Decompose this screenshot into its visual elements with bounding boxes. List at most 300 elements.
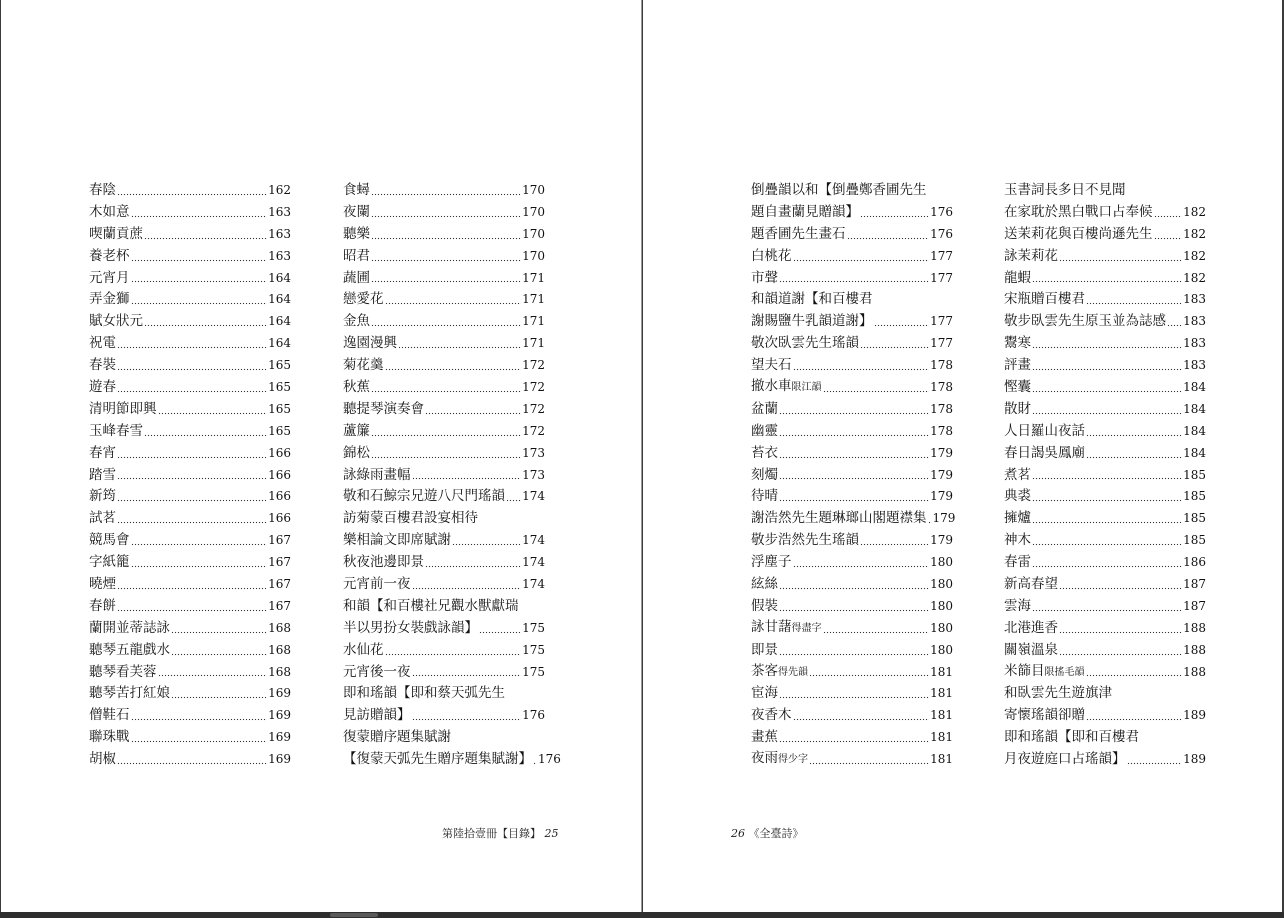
toc-entry-title: 關嶺溫泉 [1004,641,1058,658]
toc-entry-title: 詠茉莉花 [1004,247,1058,264]
dot-leader [412,582,522,590]
toc-entry[interactable] [751,465,953,487]
toc-entry[interactable] [1004,224,1206,246]
dot-leader [144,232,267,240]
dot-leader [412,669,522,677]
toc-entry[interactable] [1004,705,1206,727]
dot-leader [425,560,521,568]
page-number: 25 [544,827,559,840]
toc-entry-title: 待晴 [751,488,778,505]
dot-leader [779,735,929,743]
dot-leader [1032,516,1182,524]
toc-entry-page: 181 [930,686,953,701]
toc-entry-page: 183 [1183,358,1206,373]
toc-entry[interactable] [343,552,545,574]
toc-entry[interactable] [343,705,545,727]
toc-entry-page: 187 [1183,577,1206,592]
toc-entry[interactable] [751,246,953,268]
toc-entry-page: 166 [268,467,291,482]
dot-leader [158,407,268,415]
toc-entry[interactable] [1004,443,1206,465]
toc-entry[interactable] [89,530,291,552]
toc-entry-title: 僧鞋石 [89,707,130,724]
toc-entry[interactable] [1004,749,1206,771]
toc-entry-title: 茶客得先韻 [751,662,808,679]
toc-entry[interactable] [1004,640,1206,662]
dot-leader [371,319,521,327]
toc-entry[interactable] [751,202,953,224]
toc-entry-page: 169 [268,708,291,723]
toc-entry-title: 詠綠雨畫幅 [343,466,411,483]
dot-leader [117,516,267,524]
dot-leader [1154,232,1183,240]
toc-entry-page: 184 [1183,445,1206,460]
toc-column-left-2 [343,180,561,771]
toc-entry[interactable] [89,574,291,596]
toc-entry-page: 174 [522,533,545,548]
toc-entry-title: 蘆簾 [343,422,370,439]
toc-entry-page: 173 [522,467,545,482]
toc-entry-page: 179 [930,533,953,548]
toc-entry-page: 170 [522,182,545,197]
dot-leader [385,363,522,371]
toc-entry-note: 得盡字 [791,622,822,634]
dot-leader [131,254,268,262]
dot-leader [506,494,521,502]
toc-entry[interactable] [751,268,953,290]
toc-entry-title: 煮茗 [1004,466,1031,483]
toc-entry-page: 181 [930,752,953,767]
toc-entry[interactable] [751,333,953,355]
dot-leader [398,341,521,349]
toc-entry-page: 181 [930,708,953,723]
toc-entry[interactable] [1004,486,1206,508]
toc-entry[interactable] [1004,683,1206,705]
toc-entry-title: 元宵後一夜 [343,663,411,680]
toc-entry[interactable] [89,552,291,574]
toc-entry[interactable] [89,508,291,530]
toc-entry-title: 謝賜鹽牛乳韻道謝】 [751,313,873,330]
toc-entry[interactable] [343,508,545,530]
toc-entry[interactable] [751,421,953,443]
toc-entry-page: 177 [930,270,953,285]
toc-entry-title: 撤水車限江韻 [751,378,822,394]
toc-entry-title: 聽琴五龍戲水 [89,641,170,658]
toc-entry[interactable] [751,727,953,749]
toc-entry[interactable] [1004,596,1206,618]
toc-entry-title: 水仙花 [343,641,384,658]
toc-entry-page: 176 [522,708,545,723]
toc-entry[interactable] [343,443,545,465]
dot-leader [171,648,267,656]
toc-column-right-1 [751,180,956,771]
toc-entry[interactable] [751,486,953,508]
toc-entry[interactable] [89,355,291,377]
dot-leader [1059,626,1182,634]
toc-entry[interactable] [751,618,953,640]
toc-entry-page: 186 [1183,555,1206,570]
toc-entry[interactable] [343,246,545,268]
toc-entry[interactable] [751,399,953,421]
toc-entry-title: 幽靈 [751,422,778,439]
toc-entry-title: 秋夜池邊即景 [343,554,424,571]
dot-leader [371,385,521,393]
dot-leader [1032,385,1182,393]
dot-leader [371,429,521,437]
dot-leader [1032,275,1182,283]
toc-entry-page: 189 [1183,708,1206,723]
dot-leader [793,254,930,262]
toc-entry[interactable] [751,530,953,552]
toc-entry-page: 183 [1183,314,1206,329]
toc-entry[interactable] [1004,508,1206,530]
toc-entry-page: 178 [930,358,953,373]
dot-leader [371,275,521,283]
dot-leader [1032,494,1182,502]
dot-leader [1059,648,1182,656]
toc-entry[interactable] [89,705,291,727]
toc-entry-page: 185 [1183,489,1206,504]
toc-entry-title: 春裝 [89,357,116,374]
toc-entry[interactable] [89,333,291,355]
toc-entry[interactable] [751,749,953,771]
toc-entry-page: 171 [522,292,545,307]
toc-entry-title: 春雷 [1004,554,1031,571]
dot-leader [131,210,268,218]
toc-entry[interactable] [1004,530,1206,552]
toc-entry-title: 神木 [1004,532,1031,549]
dot-leader [1086,669,1183,677]
toc-entry-title: 散財 [1004,400,1031,417]
toc-entry[interactable] [343,399,545,421]
toc-entry-title: 詠甘藷得盡字 [751,618,822,635]
toc-entry[interactable] [751,508,956,530]
toc-entry[interactable] [1004,268,1206,290]
toc-entry[interactable] [751,355,953,377]
dot-leader [823,385,930,393]
toc-entry-title: 半以男扮女裝戲詠韻】 [343,619,478,636]
toc-entry[interactable] [1004,355,1206,377]
toc-entry-title: 夜香木 [751,707,792,724]
toc-entry-page: 185 [1183,467,1206,482]
toc-entry-title: 即和瑤韻【即和百樓君 [1004,729,1139,746]
toc-entry-page: 173 [522,445,545,460]
toc-entry-title: 和韻【和百樓社兄觀水獸獻瑞 [343,597,519,614]
toc-entry[interactable] [1004,202,1206,224]
toc-entry-page: 184 [1183,380,1206,394]
footer-book-title: 《全臺詩》 [748,827,804,840]
toc-entry[interactable] [1004,377,1206,399]
toc-entry-page: 174 [522,489,545,504]
toc-entry[interactable] [89,618,291,640]
toc-entry-page: 175 [522,642,545,657]
toc-entry[interactable] [89,486,291,508]
left-page-footer [442,825,559,841]
dot-leader [779,407,929,415]
toc-entry-page: 175 [522,620,545,635]
toc-entry-page: 169 [268,686,291,701]
toc-entry-title: 宦海 [751,685,778,702]
toc-entry-title: 聯珠戰 [89,729,130,746]
toc-entry-page: 172 [522,401,545,416]
toc-entry-title: 畫蕉 [751,729,778,746]
toc-entry-page: 171 [522,314,545,329]
toc-entry[interactable] [343,180,545,202]
toc-entry[interactable] [1004,552,1206,574]
toc-entry[interactable] [343,465,545,487]
toc-entry-title: 弄金獅 [89,291,130,308]
toc-entry-page: 171 [522,270,545,285]
toc-entry[interactable] [343,355,545,377]
toc-entry-page: 179 [930,489,953,504]
toc-entry-title: 北港進香 [1004,619,1058,636]
toc-entry[interactable] [1004,311,1206,333]
toc-entry-title: 典裘 [1004,488,1031,505]
toc-entry-title: 踏雪 [89,466,116,483]
toc-entry-title: 擁爐 [1004,510,1031,527]
toc-entry-title: 訪菊蒙百樓君設宴相待 [343,510,478,527]
toc-entry-title: 評畫 [1004,357,1031,374]
toc-entry[interactable] [89,268,291,290]
toc-entry-page: 164 [268,292,291,307]
dot-leader [158,669,268,677]
toc-entry[interactable] [343,202,545,224]
toc-entry[interactable] [89,662,291,684]
toc-entry-title: 倒疊韻以和【倒疊鄭香圃先生 [751,181,927,198]
toc-entry[interactable] [1004,399,1206,421]
toc-entry[interactable] [343,311,545,333]
toc-entry-title: 夜雨得少字 [751,750,808,767]
toc-entry[interactable] [89,727,291,749]
toc-entry[interactable] [1004,662,1206,684]
toc-entry-page: 185 [1183,533,1206,548]
toc-entry[interactable] [1004,465,1206,487]
toc-entry[interactable] [343,530,545,552]
toc-entry[interactable] [343,224,545,246]
dot-leader [1086,297,1182,305]
toc-entry[interactable] [343,289,545,311]
toc-entry-page: 172 [522,380,545,394]
toc-entry-page: 165 [268,401,291,416]
dot-leader [1086,713,1182,721]
toc-entry-title: 新筠 [89,488,116,505]
toc-entry[interactable] [751,574,953,596]
dot-leader [117,451,267,459]
toc-entry[interactable] [751,289,953,311]
toc-entry-page: 179 [932,511,956,526]
toc-entry[interactable] [751,683,953,705]
toc-entry[interactable] [343,333,545,355]
toc-entry[interactable] [89,311,291,333]
toc-entry-note: 得少字 [778,754,808,766]
toc-entry[interactable] [1004,180,1206,202]
toc-entry[interactable] [1004,727,1206,749]
toc-entry-title: 絃絲 [751,576,778,593]
toc-entry[interactable] [89,749,291,771]
toc-entry[interactable] [751,377,953,399]
toc-entry[interactable] [751,705,953,727]
dot-leader [779,494,929,502]
dot-leader [1086,429,1182,437]
toc-entry-page: 182 [1183,204,1206,219]
toc-entry[interactable] [343,596,545,618]
toc-entry-page: 176 [930,226,953,241]
toc-entry-page: 167 [268,577,291,592]
toc-entry-page: 180 [930,555,953,570]
toc-entry[interactable] [89,289,291,311]
toc-entry-title: 宋瓶贈百樓君 [1004,291,1085,308]
toc-entry-title: 題自畫蘭見贈韻】 [751,203,859,220]
toc-entry[interactable] [343,618,545,640]
toc-entry-title: 敬步浩然先生瑤韻 [751,532,859,549]
toc-entry[interactable] [1004,574,1206,596]
dot-leader [131,538,268,546]
dot-leader [144,429,267,437]
toc-entry-title: 慳囊 [1004,379,1031,395]
right-page [643,0,1282,912]
toc-entry-page: 163 [268,226,291,241]
dot-leader [117,341,267,349]
toc-entry[interactable] [89,596,291,618]
dot-leader [809,669,929,677]
dot-leader [1154,210,1183,218]
toc-entry-title: 菊花羹 [343,357,384,374]
toc-column-right-2 [1004,180,1206,771]
dot-leader [144,319,267,327]
toc-entry[interactable] [343,727,545,749]
dot-leader [779,429,929,437]
dot-leader [847,232,930,240]
toc-entry[interactable] [751,596,953,618]
toc-entry-title: 競馬會 [89,532,130,549]
toc-entry[interactable] [343,683,545,705]
toc-entry[interactable] [343,486,545,508]
scrollbar-thumb[interactable] [330,913,378,917]
dot-leader [371,451,521,459]
toc-entry-title: 試茗 [89,510,116,527]
toc-entry[interactable] [89,683,291,705]
toc-entry-title: 樂相論文即席賦謝 [343,532,451,549]
toc-entry-title: 清明節即興 [89,400,157,417]
dot-leader [779,582,929,590]
toc-entry[interactable] [343,421,545,443]
toc-entry-page: 170 [522,248,545,263]
dot-leader [117,604,267,612]
toc-entry-title: 木如意 [89,203,130,220]
toc-entry[interactable] [1004,246,1206,268]
dot-leader [117,757,267,765]
toc-entry-note: 限江韻 [791,382,822,393]
toc-entry-page: 178 [930,401,953,416]
dot-leader [793,363,930,371]
toc-entry[interactable] [751,180,953,202]
toc-entry[interactable] [89,377,291,399]
toc-entry[interactable] [89,399,291,421]
toc-entry-title: 雲海 [1004,597,1031,614]
toc-entry[interactable] [89,224,291,246]
left-page [1,0,642,912]
toc-entry[interactable] [751,662,953,684]
toc-entry[interactable] [751,224,953,246]
toc-entry[interactable] [89,202,291,224]
toc-entry-page: 182 [1183,248,1206,263]
toc-entry[interactable] [343,640,545,662]
dot-leader [779,275,929,283]
toc-entry[interactable] [89,640,291,662]
toc-entry-title: 【復蒙天弧先生贈序題集賦謝】 [343,751,532,768]
toc-entry-page: 171 [522,336,545,351]
toc-entry[interactable] [89,465,291,487]
toc-entry-page: 164 [268,314,291,329]
toc-entry[interactable] [751,443,953,465]
toc-entry[interactable] [89,180,291,202]
toc-entry-page: 180 [930,598,953,613]
dot-leader [1032,560,1182,568]
toc-entry[interactable] [343,268,545,290]
toc-entry-page: 163 [268,204,291,219]
toc-entry-title: 浮塵子 [751,554,792,571]
toc-entry-page: 177 [930,336,953,351]
dot-leader [874,319,930,327]
toc-entry-page: 170 [522,204,545,219]
dot-leader [385,648,522,656]
dot-leader [131,275,268,283]
dot-leader [412,713,522,721]
toc-entry-page: 182 [1183,270,1206,285]
toc-entry-page: 163 [268,248,291,263]
toc-entry[interactable] [751,640,953,662]
toc-entry[interactable] [1004,289,1206,311]
toc-entry-page: 178 [930,423,953,438]
toc-entry-page: 167 [268,598,291,613]
toc-entry-page: 179 [930,445,953,460]
page-number: 26 [731,827,745,840]
toc-entry-page: 165 [268,423,291,438]
toc-entry-page: 166 [268,445,291,460]
toc-entry[interactable] [343,377,545,399]
dot-leader [425,407,521,415]
dot-leader [779,648,929,656]
toc-entry[interactable] [343,749,561,771]
dot-leader [928,516,932,524]
toc-entry[interactable] [89,246,291,268]
toc-entry[interactable] [751,311,953,333]
toc-entry-title: 元宵前一夜 [343,576,411,593]
right-page-footer [731,825,804,841]
dot-leader [371,232,521,240]
toc-entry-title: 金魚 [343,313,370,330]
toc-entry[interactable] [89,443,291,465]
dot-leader [779,472,929,480]
toc-entry[interactable] [343,574,545,596]
dot-leader [860,341,929,349]
toc-entry-page: 175 [522,664,545,679]
toc-entry[interactable] [1004,618,1206,640]
footer-volume-title: 第陸拾壹冊【目錄】 [442,827,541,840]
dot-leader [1127,757,1183,765]
toc-entry-page: 181 [930,664,953,679]
toc-entry[interactable] [1004,333,1206,355]
dot-leader [779,604,929,612]
dot-leader [117,494,267,502]
toc-entry[interactable] [89,421,291,443]
toc-entry[interactable] [343,662,545,684]
toc-entry-title: 龍蝦 [1004,269,1031,286]
toc-entry-title: 苔衣 [751,444,778,461]
toc-entry[interactable] [751,552,953,574]
toc-entry[interactable] [1004,421,1206,443]
horizontal-scrollbar[interactable] [0,912,1284,918]
